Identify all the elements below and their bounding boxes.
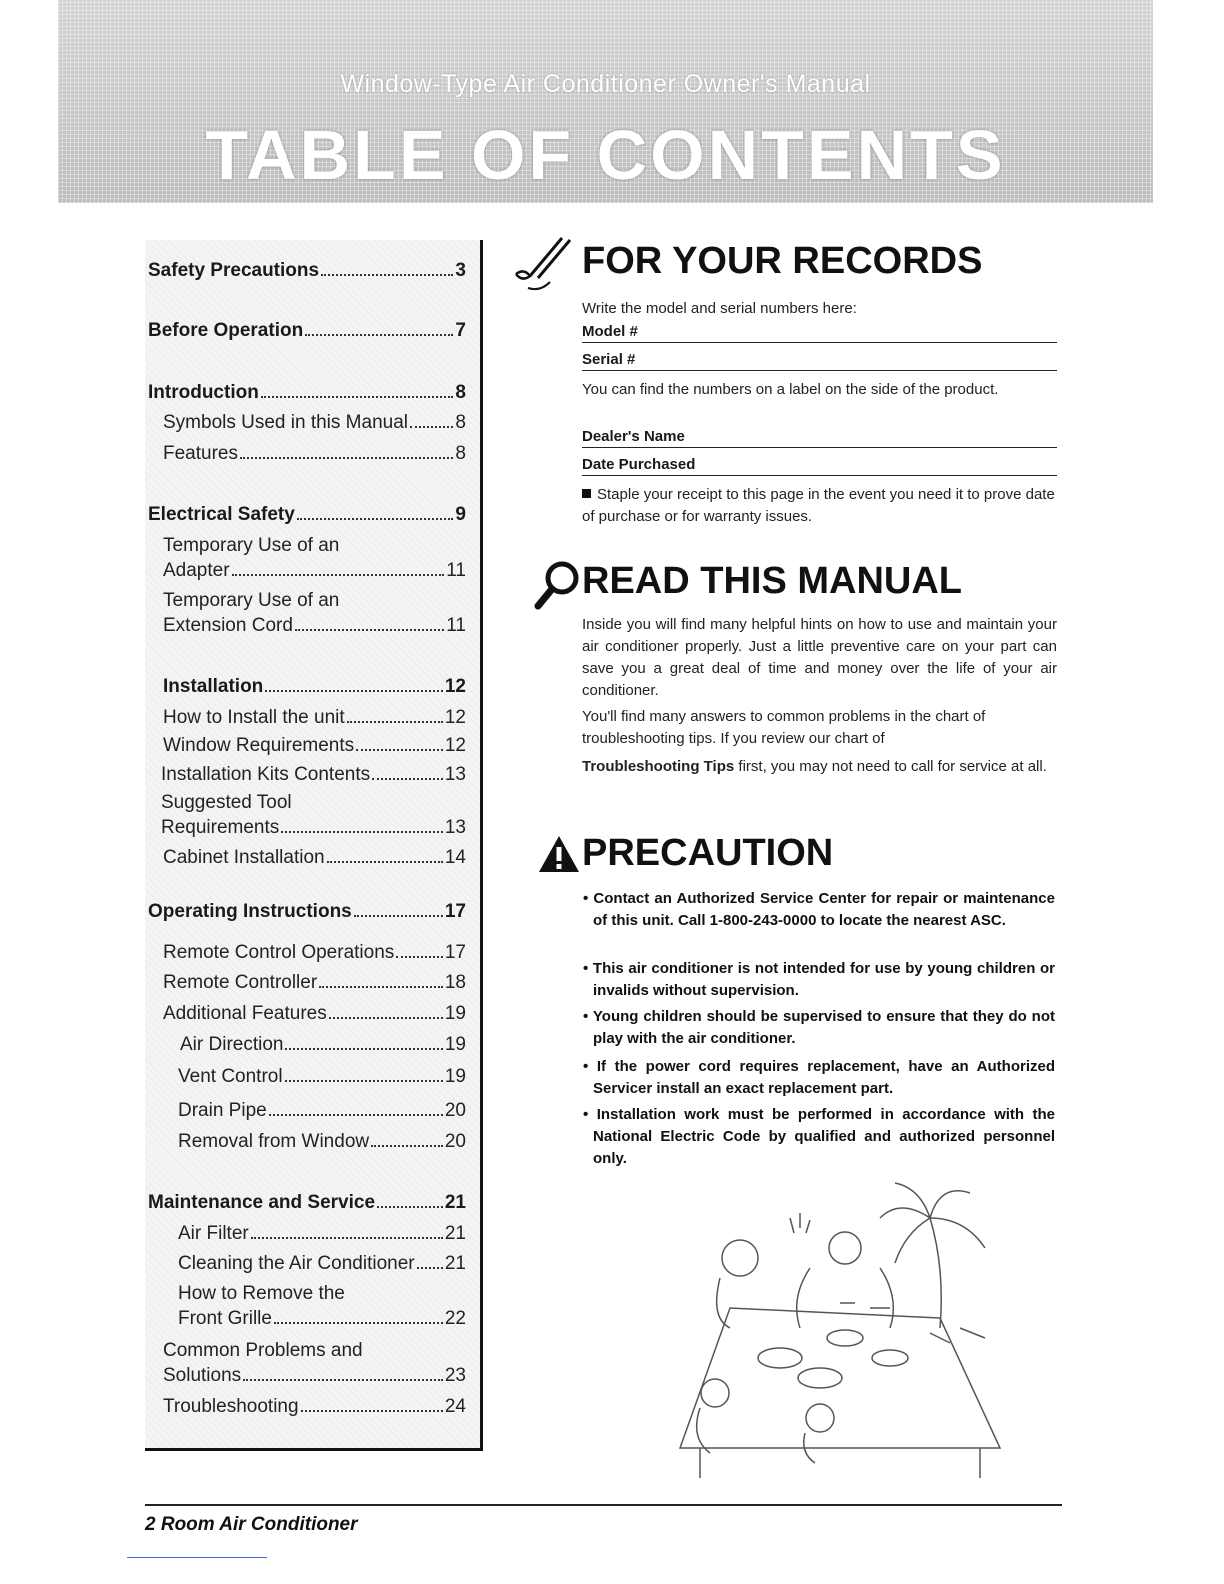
toc-entry-before-operation[interactable]: Before Operation 7: [148, 320, 466, 341]
toc-entry-installation-kits[interactable]: Installation Kits Contents 13: [161, 764, 466, 785]
footer-rule: [145, 1504, 1062, 1506]
manual-heading: READ THIS MANUAL: [582, 560, 962, 602]
toc-entry-remote-operations[interactable]: Remote Control Operations 17: [163, 942, 466, 963]
toc-entry-cleaning[interactable]: Cleaning the Air Conditioner 21: [178, 1253, 466, 1274]
toc-entry-safety-precautions[interactable]: Safety Precautions 3: [148, 260, 466, 281]
manual-subtitle: Window-Type Air Conditioner Owner's Manual: [340, 70, 871, 98]
troubleshooting-tips-link[interactable]: Troubleshooting Tips: [582, 758, 735, 775]
toc-entry-vent-control[interactable]: Vent Control 19: [178, 1066, 466, 1087]
toc-entry-operating-instructions[interactable]: Operating Instructions 17: [148, 901, 466, 922]
precaution-item-service: • Contact an Authorized Service Center for repair or maintenance of this unit. Call 1-800-243-0000 to locate the nearest ASC.: [583, 890, 1055, 929]
toc-entry-installation[interactable]: Installation 12: [163, 676, 466, 697]
dealer-name-field[interactable]: Dealer's Name: [582, 428, 1057, 448]
precaution-item-play: • Young children should be supervised to ensure that they do not play with the air conditioner.: [583, 1008, 1055, 1047]
toc-entry-grille-line1: How to Remove the: [178, 1283, 345, 1304]
manual-para3-rest: first, you may not need to call for service at all.: [734, 758, 1047, 775]
toc-entry-introduction[interactable]: Introduction 8: [148, 382, 466, 403]
toc-entry-solutions[interactable]: Solutions 23: [163, 1365, 466, 1386]
toc-entry-how-to-install[interactable]: How to Install the unit 12: [163, 707, 466, 728]
model-field[interactable]: Model #: [582, 323, 1057, 343]
toc-entry-adapter[interactable]: Adapter 11: [163, 560, 466, 581]
toc-entry-window-requirements[interactable]: Window Requirements 12: [163, 735, 466, 756]
link-underline: [127, 1557, 267, 1558]
records-intro: Write the model and serial numbers here:: [582, 300, 857, 317]
records-find-text: You can find the numbers on a label on the side of the product.: [582, 381, 999, 398]
toc-entry-troubleshooting[interactable]: Troubleshooting 24: [163, 1396, 466, 1417]
toc-entry-air-direction[interactable]: Air Direction 19: [180, 1034, 466, 1055]
pen-icon: [510, 232, 576, 296]
toc-entry-electrical-safety[interactable]: Electrical Safety 9: [148, 504, 466, 525]
precaution-item-power-cord: • If the power cord requires replacement, have an Authorized Servicer install an exact replacement part.: [583, 1058, 1055, 1097]
toc-entry-extension-cord[interactable]: Extension Cord 11: [163, 615, 466, 636]
records-heading: FOR YOUR RECORDS: [582, 240, 983, 282]
page-footer: 2 Room Air Conditioner: [145, 1514, 358, 1535]
toc-entry-tool-requirements[interactable]: Requirements 13: [161, 817, 466, 838]
header-banner: [58, 0, 1153, 203]
square-bullet-icon: [582, 489, 591, 498]
toc-entry-drain-pipe[interactable]: Drain Pipe 20: [178, 1100, 466, 1121]
date-purchased-field[interactable]: Date Purchased: [582, 456, 1057, 476]
staple-note: [582, 484, 1057, 528]
toc-entry-remote-controller[interactable]: Remote Controller 18: [163, 972, 466, 993]
precaution-heading: PRECAUTION: [582, 832, 834, 874]
toc-entry-symbols[interactable]: Symbols Used in this Manual 8: [163, 412, 466, 433]
serial-field[interactable]: Serial #: [582, 351, 1057, 371]
manual-para2: You'll find many answers to common problems in the chart of troubleshooting tips. If you review our chart of: [582, 708, 986, 747]
toc-entry-additional-features[interactable]: Additional Features 19: [163, 1003, 466, 1024]
toc-entry-features[interactable]: Features 8: [163, 443, 466, 464]
staple-text: Staple your receipt to this page in the event you need it to prove date of purchase or for warranty issues.: [582, 486, 1055, 525]
table-of-contents: [145, 240, 483, 1451]
toc-entry-tool-line1: Suggested Tool: [161, 792, 292, 813]
toc-entry-air-filter[interactable]: Air Filter 21: [178, 1223, 466, 1244]
toc-entry-maintenance[interactable]: Maintenance and Service 21: [148, 1192, 466, 1213]
toc-entry-extension-line1: Temporary Use of an: [163, 590, 340, 611]
precaution-item-installation-code: • Installation work must be performed in accordance with the National Electric Code by qualified and authorized personnel only.: [583, 1106, 1056, 1167]
warning-icon: [537, 834, 581, 874]
magnifier-icon: [532, 558, 582, 610]
toc-entry-adapter-line1: Temporary Use of an: [163, 535, 340, 556]
precaution-item-children-supervision: • This air conditioner is not intended for use by young children or invalids without supervision.: [583, 960, 1056, 999]
toc-entry-problems-line1: Common Problems and: [163, 1340, 363, 1361]
toc-entry-removal-from-window[interactable]: Removal from Window 20: [178, 1131, 466, 1152]
manual-para1: Inside you will find many helpful hints on how to use and maintain your air conditioner properly. Just a little preventive care on your part can save you a great deal of time and money over the life of your air conditioner.: [582, 616, 1057, 699]
page-title: TABLE OF CONTENTS: [205, 116, 1006, 194]
toc-entry-front-grille[interactable]: Front Grille 22: [178, 1308, 466, 1329]
manual-para3: [582, 756, 1057, 778]
family-picnic-illustration: [640, 1178, 1020, 1478]
toc-entry-cabinet-installation[interactable]: Cabinet Installation 14: [163, 847, 466, 868]
